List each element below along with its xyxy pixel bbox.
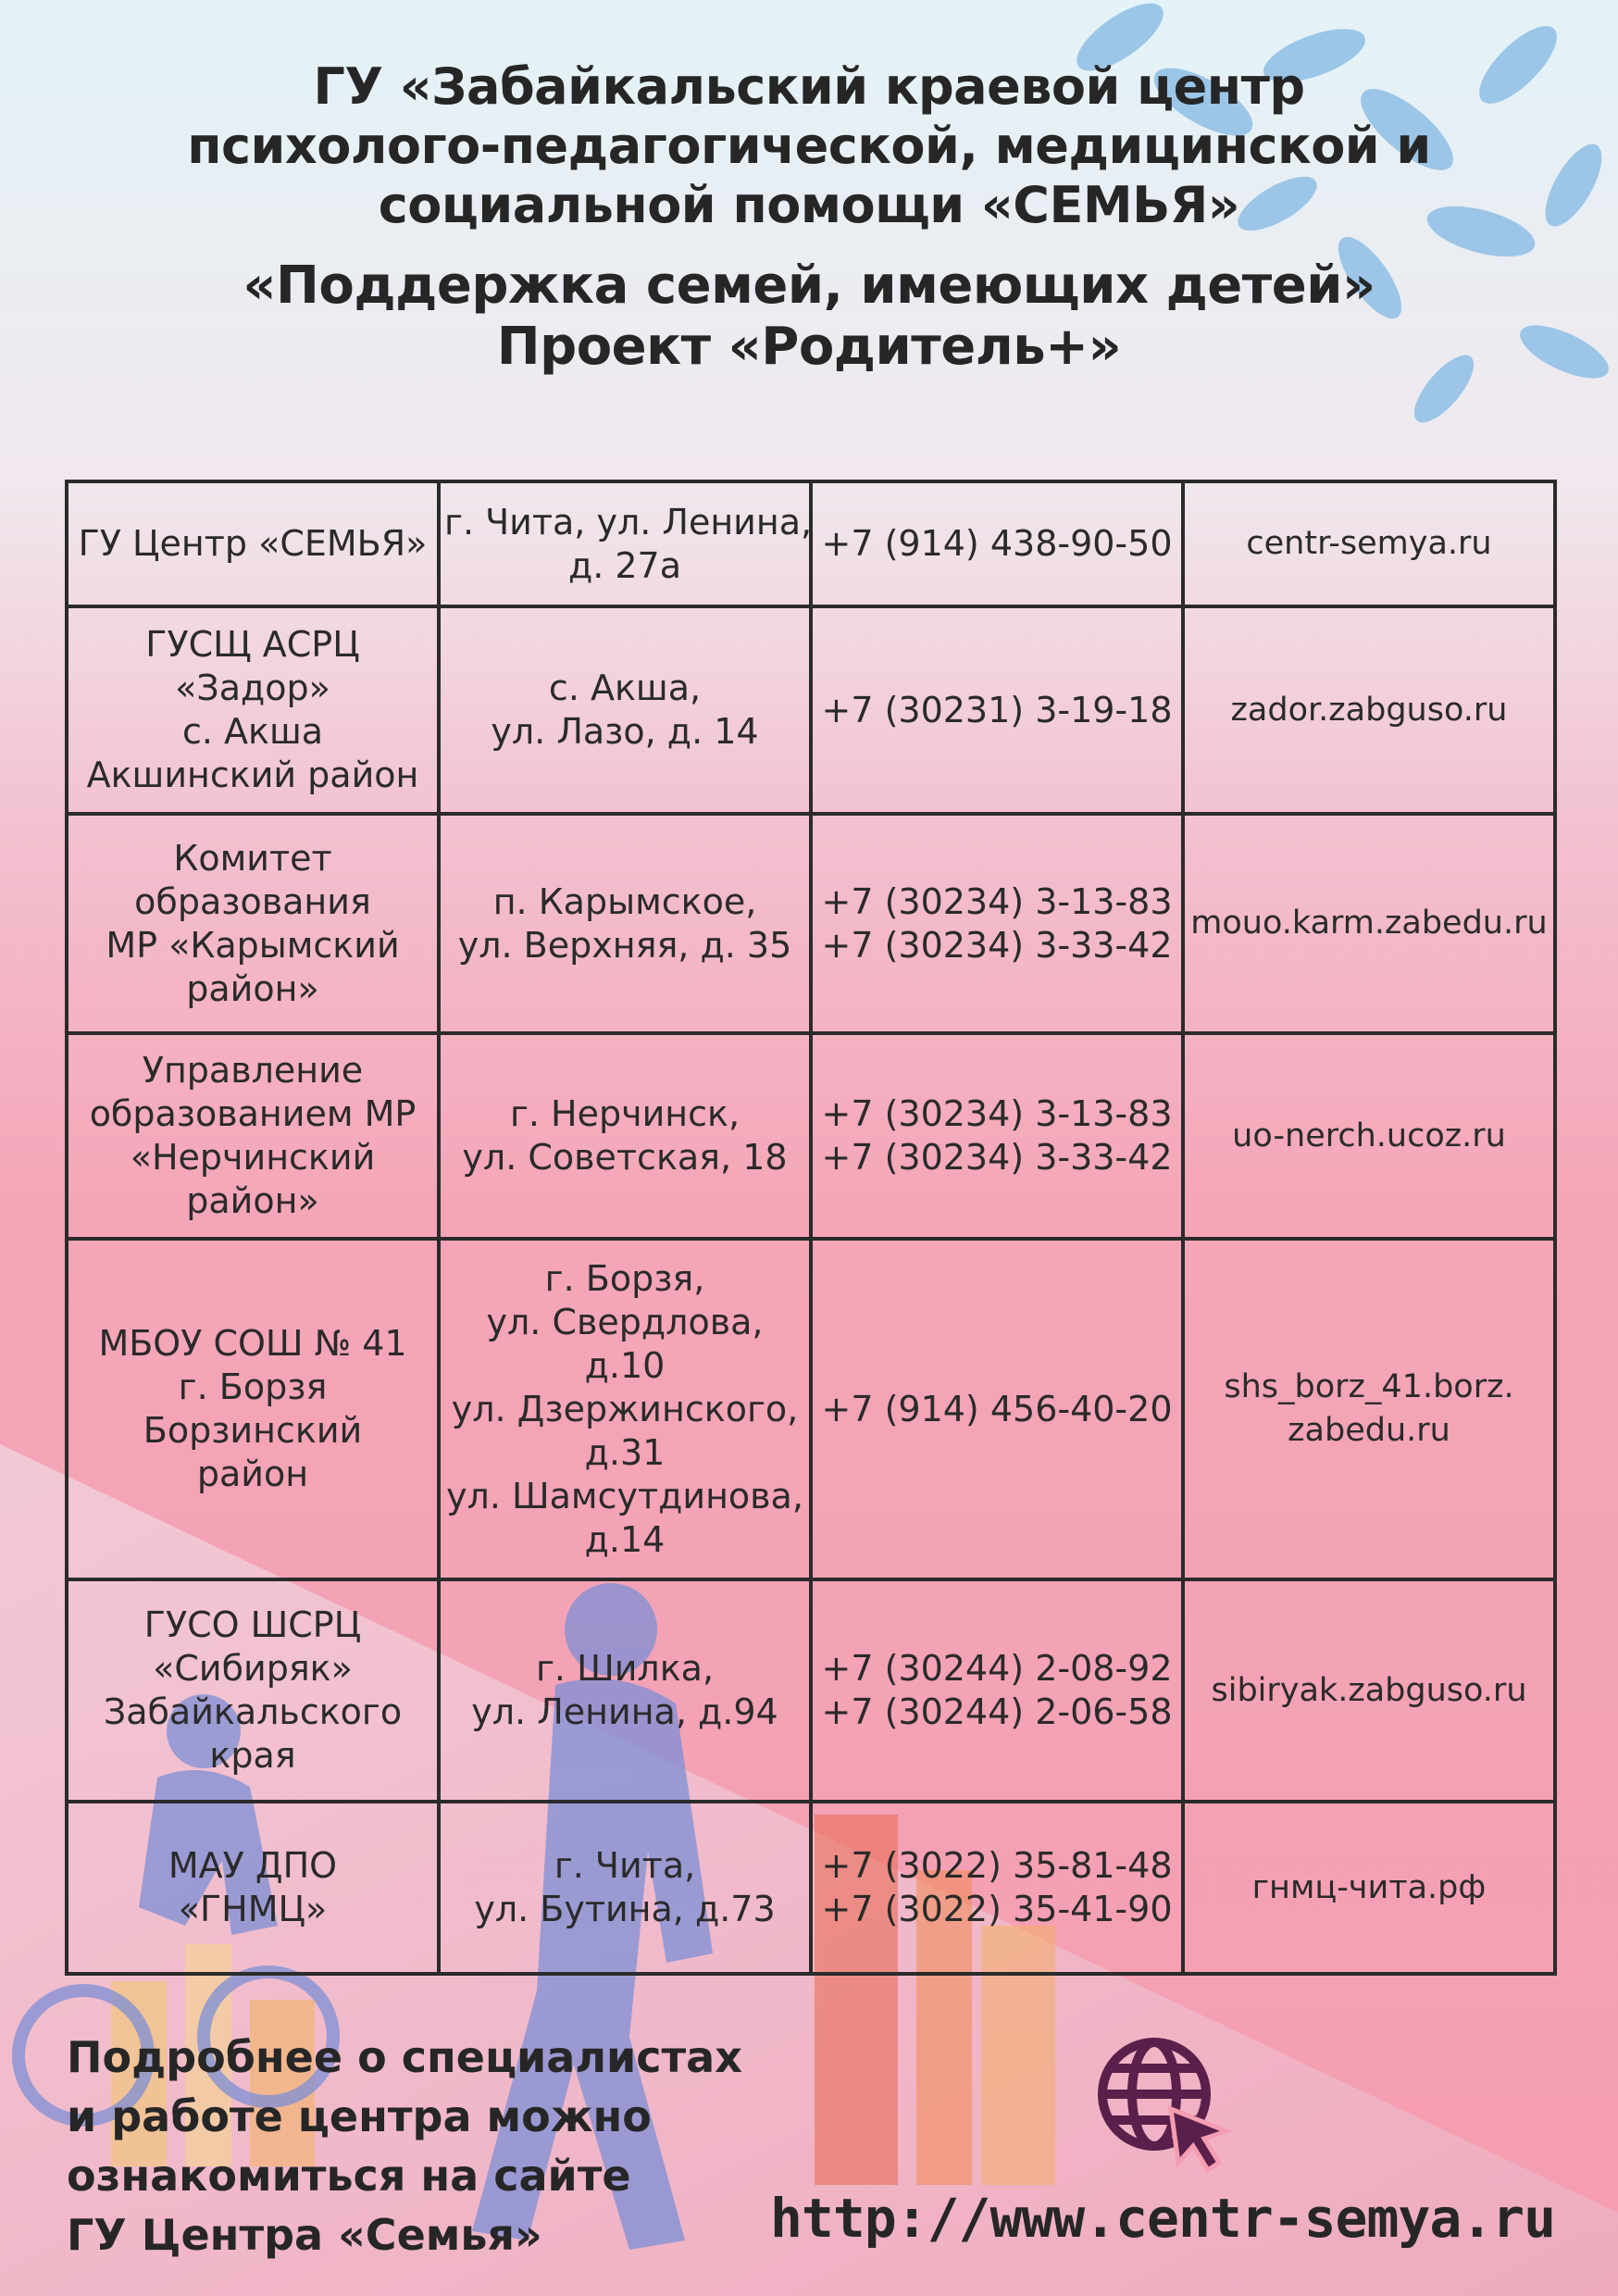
org-line: ГУ Центр «СЕМЬЯ» <box>78 523 428 564</box>
site-cell <box>1183 1802 1555 1974</box>
globe-cursor-icon <box>1088 2028 1236 2176</box>
phone-cell <box>811 814 1183 1033</box>
phone-number: +7 (914) 456-40-20 <box>821 1388 1173 1429</box>
site-link[interactable]: zador.zabguso.ru <box>1230 691 1508 729</box>
address-line: г. Шилка, <box>535 1648 715 1689</box>
org-line: «Задор» <box>175 668 330 708</box>
phone-number: +7 (30234) 3-13-83 <box>821 880 1173 922</box>
phone-number: +7 (3022) 35-81-48 <box>821 1845 1173 1886</box>
phone-number: +7 (30244) 2-06-58 <box>821 1691 1173 1732</box>
address-cell <box>439 814 811 1033</box>
phone-number: +7 (30244) 2-08-92 <box>821 1648 1173 1689</box>
address-line: д. 27а <box>567 544 682 586</box>
org-line: «Сибиряк» <box>153 1648 353 1689</box>
org-cell <box>67 814 439 1033</box>
phone-cell <box>811 1802 1183 1974</box>
org-cell <box>67 1802 439 1974</box>
address-line: ул. Верхняя, д. 35 <box>457 924 792 966</box>
site-link[interactable]: гнмц-чита.рф <box>1251 1868 1487 1906</box>
address-cell <box>439 1579 811 1802</box>
website-url[interactable]: http://www.centr-semya.ru <box>770 2187 1555 2250</box>
phone-number: +7 (30234) 3-33-42 <box>821 1137 1173 1178</box>
org-line: район» <box>186 1180 319 1221</box>
table-row <box>67 814 1555 1033</box>
footer-note-line: ознакомиться на сайте <box>67 2151 631 2201</box>
address-cell <box>439 481 811 606</box>
address-line: ул. Советская, 18 <box>462 1137 788 1178</box>
address-line: ул. Лазо, д. 14 <box>491 711 759 752</box>
site-link[interactable]: mouo.karm.zabedu.ru <box>1190 905 1548 942</box>
title-line: психолого-педагогической, медицинской и <box>187 117 1431 175</box>
project-line: «Поддержка семей, имеющих детей» <box>243 256 1375 316</box>
org-line: МАУ ДПО <box>168 1845 338 1886</box>
phone-number: +7 (30234) 3-13-83 <box>821 1093 1173 1134</box>
address-line: с. Акша, <box>548 668 702 708</box>
project-line: Проект «Родитель+» <box>496 317 1122 377</box>
address-line: п. Карымское, <box>492 880 757 922</box>
site-link[interactable]: sibiryak.zabguso.ru <box>1211 1671 1527 1709</box>
title-line: ГУ «Забайкальский краевой центр <box>313 57 1305 116</box>
site-cell <box>1183 606 1555 814</box>
org-line: «ГНМЦ» <box>178 1889 328 1929</box>
site-link[interactable]: zabedu.ru <box>1288 1412 1450 1449</box>
phone-cell <box>811 481 1183 606</box>
org-line: с. Акша <box>181 711 324 752</box>
phone-number: +7 (30231) 3-19-18 <box>821 689 1173 730</box>
address-line: ул. Дзержинского, <box>451 1388 799 1429</box>
header <box>56 57 1562 378</box>
phone-cell <box>811 1579 1183 1802</box>
footer-note-line: ГУ Центра «Семья» <box>67 2210 542 2260</box>
address-line: ул. Ленина, д.94 <box>471 1691 778 1732</box>
site-cell <box>1183 1033 1555 1239</box>
phone-cell <box>811 606 1183 814</box>
org-line: МБОУ СОШ № 41 <box>98 1323 407 1364</box>
org-line: края <box>209 1735 296 1776</box>
org-line: образования <box>134 880 371 922</box>
footer-note-line: и работе центра можно <box>67 2091 652 2141</box>
table-row <box>67 606 1555 814</box>
phone-cell <box>811 1033 1183 1239</box>
site-cell <box>1183 814 1555 1033</box>
org-cell <box>67 606 439 814</box>
footer-note <box>67 2028 807 2265</box>
org-line: ГУСЩ АСРЦ <box>145 624 360 665</box>
site-cell <box>1183 1579 1555 1802</box>
address-line: г. Нерчинск, <box>509 1093 741 1134</box>
table-row <box>67 1579 1555 1802</box>
org-line: Борзинский <box>143 1410 363 1451</box>
address-cell <box>439 606 811 814</box>
address-line: г. Чита, <box>554 1845 696 1886</box>
site-link[interactable]: shs_borz_41.borz. <box>1224 1368 1514 1405</box>
site-cell <box>1183 1239 1555 1579</box>
phone-number: +7 (3022) 35-41-90 <box>821 1889 1173 1929</box>
site-link[interactable]: centr-semya.ru <box>1246 525 1492 562</box>
phone-number: +7 (914) 438-90-50 <box>821 523 1173 564</box>
org-line: район» <box>186 967 319 1009</box>
contacts-table <box>65 480 1557 1976</box>
address-line: ул. Бутина, д.73 <box>474 1889 776 1929</box>
address-line: д.31 <box>584 1431 666 1473</box>
table-row <box>67 1239 1555 1579</box>
address-cell <box>439 1033 811 1239</box>
organization-title <box>56 57 1562 235</box>
phone-cell <box>811 1239 1183 1579</box>
table-row <box>67 481 1555 606</box>
org-cell <box>67 1239 439 1579</box>
table-row <box>67 1033 1555 1239</box>
org-line: Акшинский район <box>86 755 419 795</box>
org-cell <box>67 1579 439 1802</box>
footer-note-line: Подробнее о специалистах <box>67 2032 742 2082</box>
title-line: социальной помощи «СЕМЬЯ» <box>378 176 1240 234</box>
org-line: район <box>196 1454 309 1494</box>
org-line: образованием МР <box>89 1093 417 1134</box>
address-line: г. Чита, ул. Ленина, <box>444 501 813 543</box>
address-line: ул. Свердлова, <box>486 1301 764 1342</box>
site-cell <box>1183 481 1555 606</box>
address-line: ул. Шамсутдинова, <box>446 1475 803 1516</box>
org-line: г. Борзя <box>178 1366 328 1407</box>
address-line: г. Борзя, <box>544 1257 705 1299</box>
address-cell <box>439 1239 811 1579</box>
address-line: д.14 <box>584 1518 666 1560</box>
org-line: Забайкальского <box>103 1691 403 1732</box>
org-line: Управление <box>142 1050 364 1091</box>
org-line: МР «Карымский <box>106 924 400 966</box>
project-title <box>56 256 1562 378</box>
address-line: д.10 <box>584 1344 666 1386</box>
address-cell <box>439 1802 811 1974</box>
org-cell <box>67 481 439 606</box>
org-line: Комитет <box>173 837 332 879</box>
org-line: «Нерчинский <box>130 1137 376 1178</box>
org-cell <box>67 1033 439 1239</box>
site-link[interactable]: uo-nerch.ucoz.ru <box>1232 1117 1506 1154</box>
table-row <box>67 1802 1555 1974</box>
phone-number: +7 (30234) 3-33-42 <box>821 924 1173 966</box>
org-line: ГУСО ШСРЦ <box>143 1604 362 1645</box>
